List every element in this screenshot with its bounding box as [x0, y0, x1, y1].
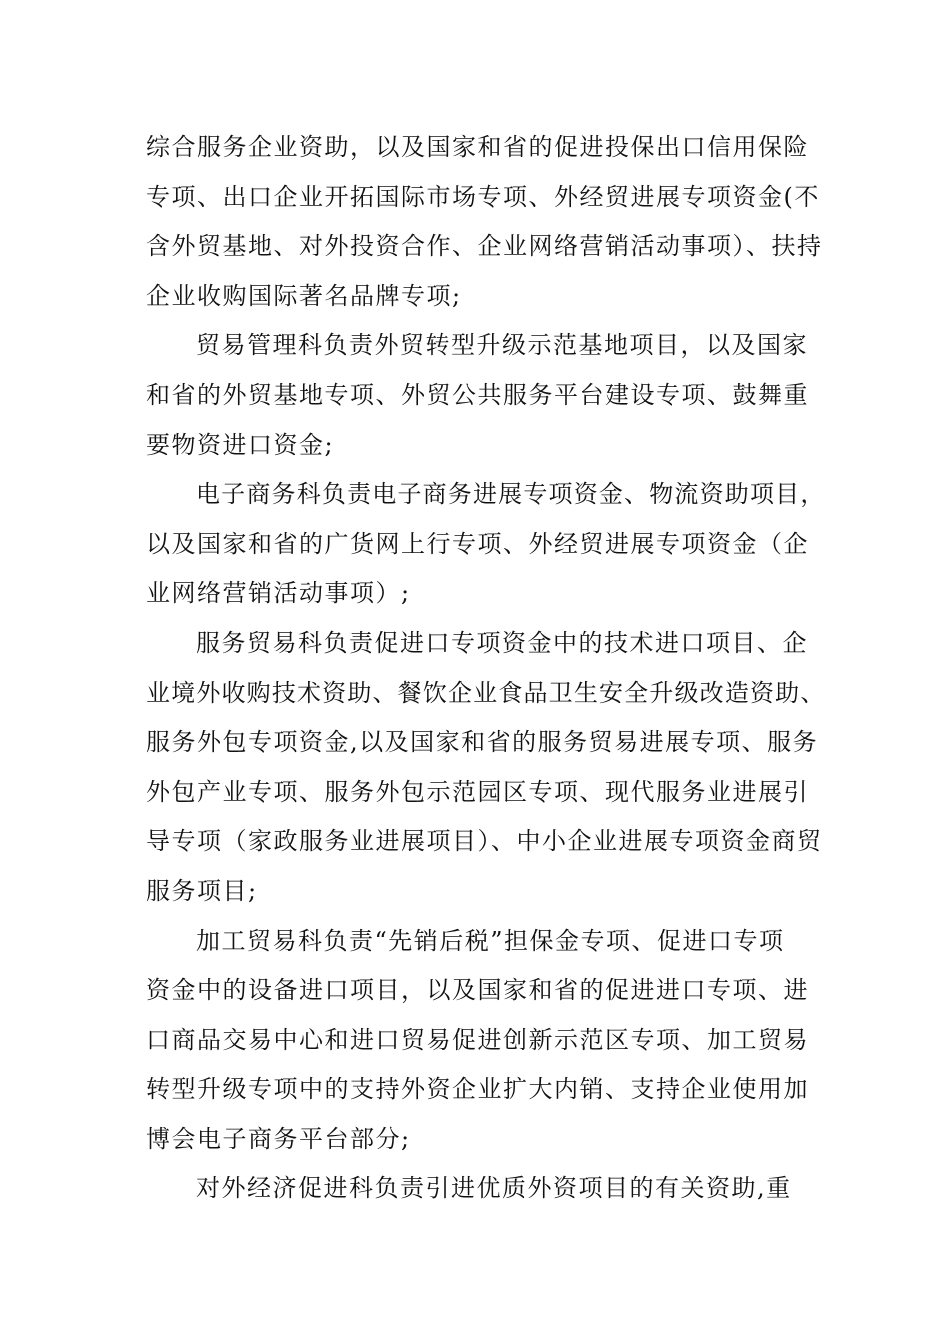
text-line: 服务外包专项资金,以及国家和省的服务贸易进展专项、服务: [146, 728, 819, 757]
paragraph-first-line: 电子商务科负责电子商务进展专项资金、物流资助项目，: [196, 480, 826, 509]
text-line: 和省的外贸基地专项、外贸公共服务平台建设专项、鼓舞重: [146, 380, 809, 409]
paragraph-first-line: 加工贸易科负责“先销后税”担保金专项、促进口专项: [196, 926, 785, 955]
paragraph-first-line: 贸易管理科负责外贸转型升级示范基地项目，以及国家: [196, 331, 808, 360]
text-line: 转型升级专项中的支持外资企业扩大内销、支持企业使用加: [146, 1075, 809, 1104]
text-line: 口商品交易中心和进口贸易促进创新示范区专项、加工贸易: [146, 1025, 809, 1054]
text-line: 企业收购国际著名品牌专项;: [146, 281, 462, 310]
text-line: 资金中的设备进口项目，以及国家和省的促进进口专项、进: [146, 976, 809, 1005]
text-line: 综合服务企业资助，以及国家和省的促进投保出口信用保险: [146, 133, 809, 161]
paragraph-first-line: 对外经济促进科负责引进优质外资项目的有关资助,重: [196, 1174, 792, 1203]
text-line: 以及国家和省的广货网上行专项、外经贸进展专项资金（企: [146, 529, 809, 558]
text-line: 专项、出口企业开拓国际市场专项、外经贸进展专项资金(不: [146, 182, 820, 211]
text-line: 博会电子商务平台部分;: [146, 1124, 411, 1153]
text-line: 外包产业专项、服务外包示范园区专项、现代服务业进展引: [146, 777, 809, 806]
text-line: 要物资进口资金;: [146, 430, 335, 459]
text-line: 业境外收购技术资助、餐饮企业食品卫生安全升级改造资助、: [146, 678, 826, 707]
document-body-text: [146, 123, 826, 1214]
text-line: 含外贸基地、对外投资合作、企业网络营销活动事项）、扶持: [146, 232, 823, 261]
text-line: 业网络营销活动事项）;: [146, 579, 411, 608]
paragraph-first-line: 服务贸易科负责促进口专项资金中的技术进口项目、企: [196, 628, 808, 657]
text-line: 导专项（家政服务业进展项目）、中小企业进展专项资金商贸: [146, 827, 823, 856]
text-line: 服务项目;: [146, 876, 258, 905]
